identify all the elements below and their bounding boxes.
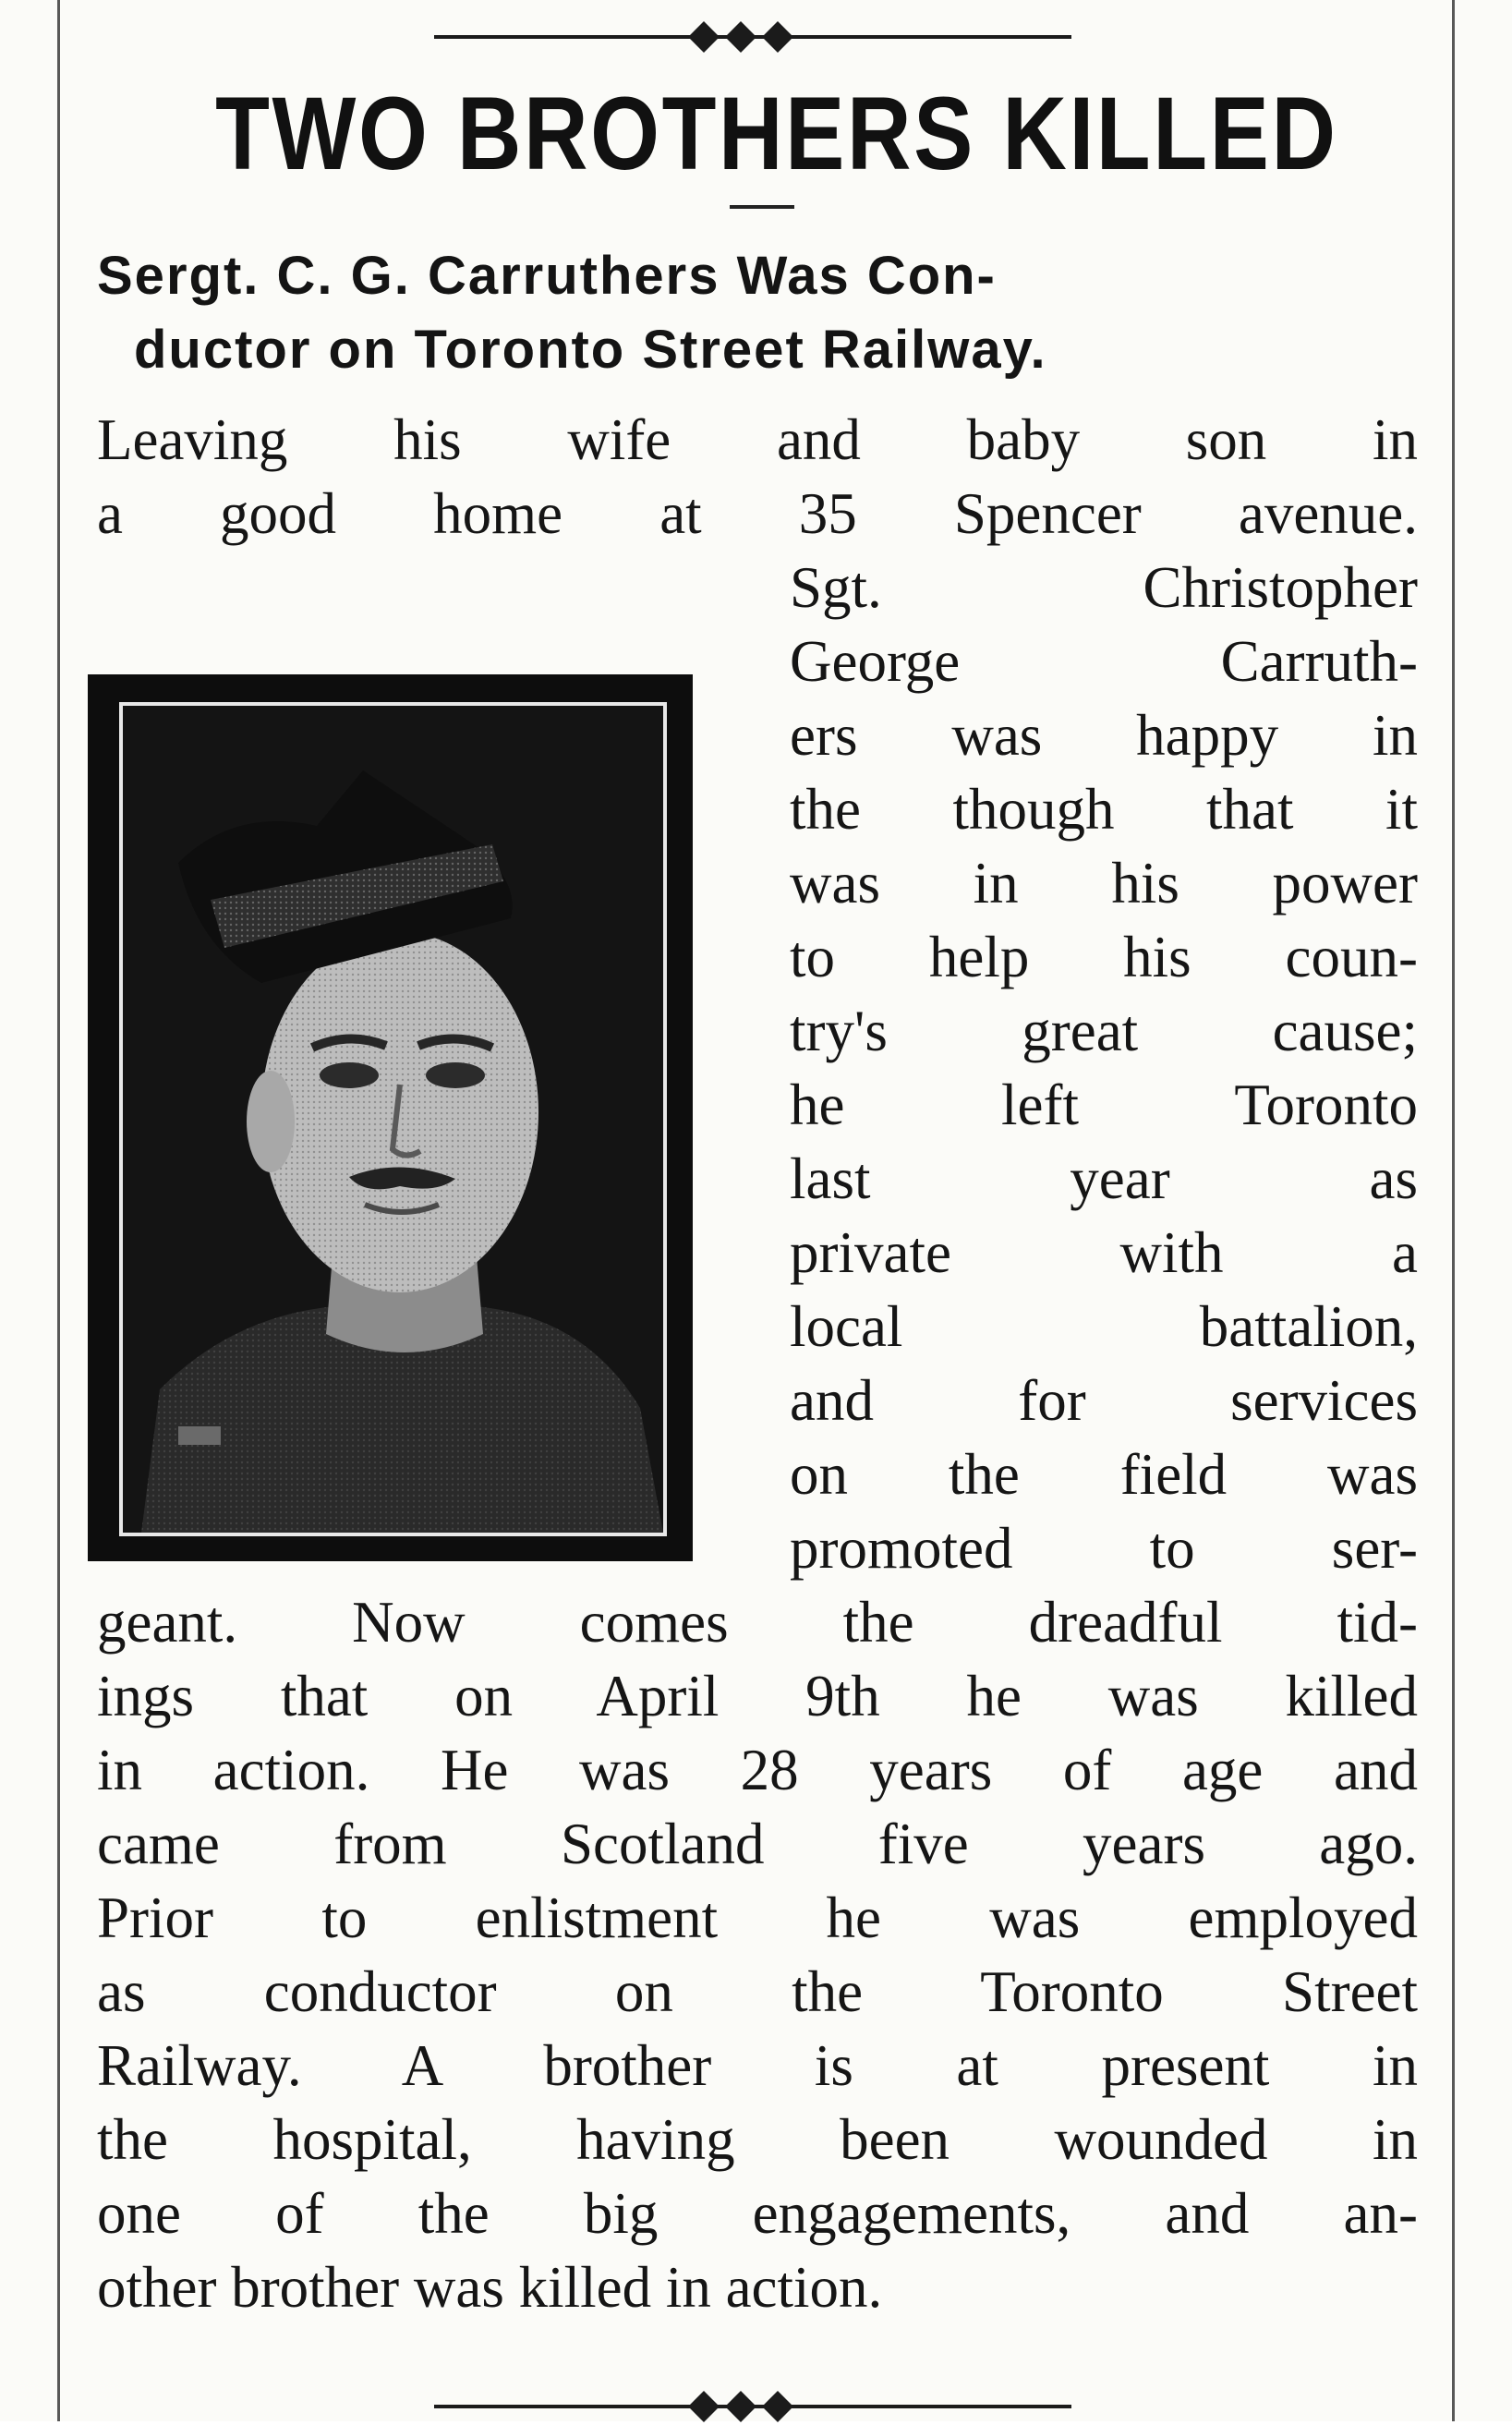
body-bottom-line: the hospital, having been wounded in bbox=[97, 2107, 1418, 2172]
bottom-ornament-rule bbox=[434, 2388, 1071, 2425]
body-bottom-line: other brother was killed in action. bbox=[97, 2255, 883, 2320]
headline: TWO BROTHERS KILLED bbox=[215, 76, 1338, 191]
body-narrow-line: George Carruth- bbox=[790, 629, 1418, 694]
body-narrow-line: was in his power bbox=[790, 851, 1418, 915]
subhead-line-1: Sergt. C. G. Carruthers Was Con- bbox=[97, 246, 997, 306]
headline-divider bbox=[730, 205, 794, 209]
body-narrow-line: the though that it bbox=[790, 777, 1418, 842]
soldier-figure-icon bbox=[123, 706, 663, 1533]
body-bottom-line: ings that on April 9th he was killed bbox=[97, 1664, 1418, 1728]
body-top-line: a good home at 35 Spencer avenue. bbox=[97, 481, 1418, 546]
body-narrow-line: ers was happy in bbox=[790, 703, 1418, 768]
left-column-rule bbox=[57, 0, 60, 2421]
body-narrow-line: Sgt. Christopher bbox=[790, 555, 1418, 620]
subhead-line-2: ductor on Toronto Street Railway. bbox=[134, 320, 1047, 380]
body-narrow-line: he left Toronto bbox=[790, 1073, 1418, 1137]
body-top-line: Leaving his wife and baby son in bbox=[97, 407, 1418, 472]
body-narrow-line: promoted to ser- bbox=[790, 1516, 1418, 1581]
top-ornament-rule bbox=[434, 18, 1071, 55]
body-bottom-line: geant. Now comes the dreadful tid- bbox=[97, 1590, 1418, 1655]
body-bottom-line: Prior to enlistment he was employed bbox=[97, 1885, 1418, 1950]
portrait-image bbox=[119, 702, 667, 1536]
body-narrow-line: local battalion, bbox=[790, 1294, 1418, 1359]
body-bottom-line: as conductor on the Toronto Street bbox=[97, 1959, 1418, 2024]
body-bottom-line: one of the big engagements, and an- bbox=[97, 2181, 1418, 2246]
body-narrow-line: try's great cause; bbox=[790, 999, 1418, 1063]
soldier-portrait bbox=[88, 674, 693, 1561]
body-narrow-line: and for services bbox=[790, 1368, 1418, 1433]
body-narrow-line: private with a bbox=[790, 1220, 1418, 1285]
body-bottom-line: came from Scotland five years ago. bbox=[97, 1812, 1418, 1876]
body-narrow-line: on the field was bbox=[790, 1442, 1418, 1507]
body-narrow-line: last year as bbox=[790, 1146, 1418, 1211]
body-bottom-line: in action. He was 28 years of age and bbox=[97, 1738, 1418, 1802]
body-narrow-line: to help his coun- bbox=[790, 925, 1418, 989]
body-bottom-line: Railway. A brother is at present in bbox=[97, 2033, 1418, 2098]
